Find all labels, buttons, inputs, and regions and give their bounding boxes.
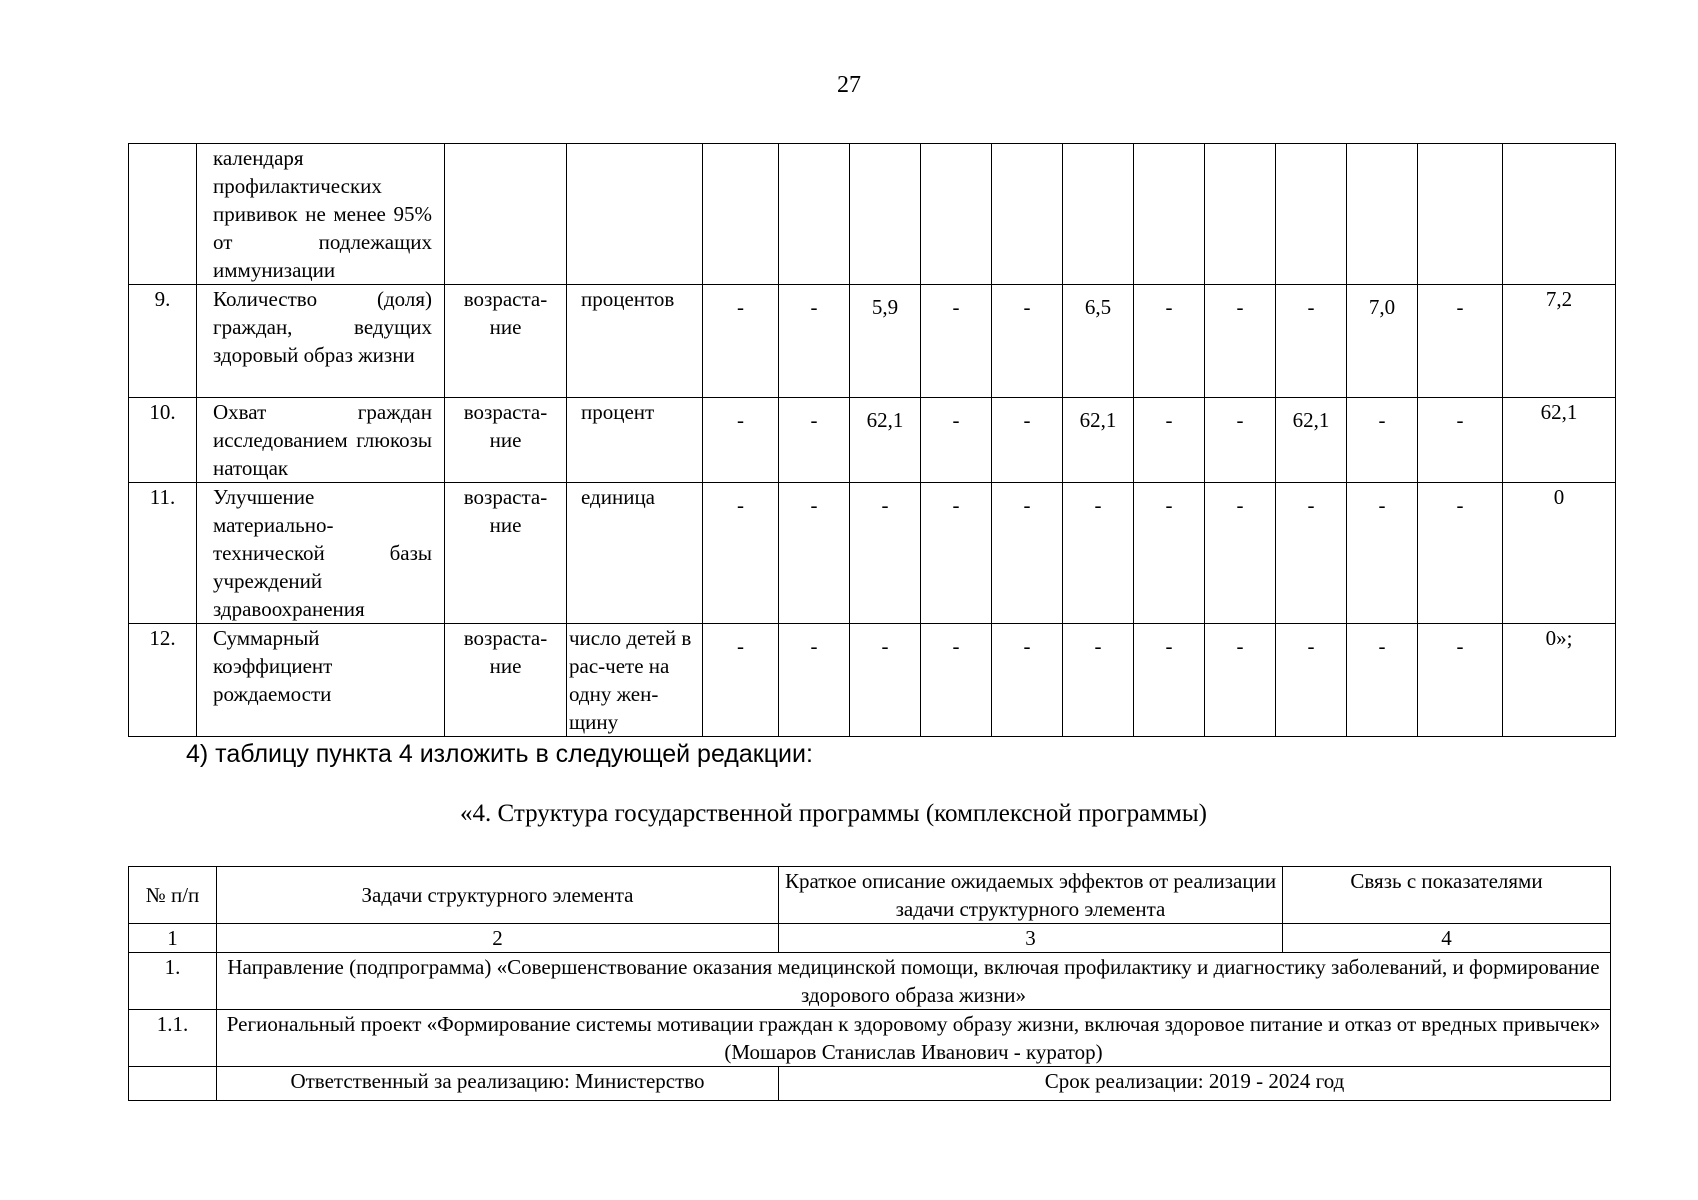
indicator-unit: процент [567, 398, 703, 483]
indicator-value [992, 144, 1063, 285]
indicator-value: - [703, 483, 779, 624]
indicator-value: - [992, 624, 1063, 737]
indicator-value: - [1205, 483, 1276, 624]
header-effects: Краткое описание ожидаемых эффектов от реализации задачи структурного элемента [779, 867, 1283, 924]
indicator-value: - [1418, 624, 1503, 737]
indicator-row [129, 285, 1616, 398]
header-tasks: Задачи структурного элемента [217, 867, 779, 924]
section-heading: «4. Структура государственной программы (комплексной программы) [460, 800, 1207, 827]
indicator-value: - [1276, 285, 1347, 398]
indicator-value: - [1418, 285, 1503, 398]
indicator-value [779, 144, 850, 285]
indicator-number: 12. [129, 624, 197, 737]
indicator-value: - [921, 483, 992, 624]
indicator-value: - [1205, 398, 1276, 483]
direction-text: Направление (подпрограмма) «Совершенствование оказания медицинской помощи, включая профилактику и диагностику заболеваний, и формирование здорового образа жизни» [217, 953, 1611, 1010]
indicator-value: 0»; [1503, 624, 1616, 737]
indicator-value: - [921, 398, 992, 483]
indicator-row [129, 398, 1616, 483]
indicator-value [1503, 144, 1616, 285]
indicator-value: - [1134, 483, 1205, 624]
indicator-value: - [1276, 483, 1347, 624]
indicator-value: - [992, 398, 1063, 483]
indicator-value: - [1063, 483, 1134, 624]
indicator-value: - [779, 483, 850, 624]
indicator-unit: процентов [567, 285, 703, 398]
indicator-value: - [1418, 483, 1503, 624]
indicator-value: - [1134, 624, 1205, 737]
indicator-value: 5,9 [850, 285, 921, 398]
indicator-name: календаря профилактических прививок не менее 95% от подлежащих иммунизации [197, 144, 445, 285]
indicator-unit: число детей в рас-чете на одну жен-щину [567, 624, 703, 737]
indicator-value: - [703, 398, 779, 483]
indicator-value [1418, 144, 1503, 285]
indicator-value: - [921, 285, 992, 398]
indicator-value: 7,0 [1347, 285, 1418, 398]
indicator-direction: возраста-ние [445, 483, 567, 624]
column-number: 2 [217, 924, 779, 953]
indicator-direction [445, 144, 567, 285]
indicator-value: - [992, 285, 1063, 398]
indicator-value: - [703, 285, 779, 398]
indicator-number [129, 144, 197, 285]
indicator-value [1276, 144, 1347, 285]
indicator-value [1205, 144, 1276, 285]
indicator-value: - [1347, 483, 1418, 624]
structure-table [128, 866, 1611, 1101]
indicator-value: - [1276, 624, 1347, 737]
column-number-row [129, 924, 1611, 953]
indicator-value [1134, 144, 1205, 285]
indicator-value: - [703, 624, 779, 737]
indicator-value: - [1134, 398, 1205, 483]
indicator-value: - [1347, 624, 1418, 737]
indicator-name: Охват граждан исследованием глюкозы натощак [197, 398, 445, 483]
indicator-row [129, 144, 1616, 285]
project-text: Региональный проект «Формирование системы мотивации граждан к здоровому образу жизни, включая здоровое питание и отказ от вредных привычек» (Мошаров Станислав Иванович - куратор) [217, 1010, 1611, 1067]
responsible-text: Ответственный за реализацию: Министерство [217, 1067, 779, 1101]
indicator-value: - [779, 398, 850, 483]
indicators-table [128, 143, 1616, 737]
indicator-value: 0 [1503, 483, 1616, 624]
indicator-unit: единица [567, 483, 703, 624]
indicator-value: - [850, 624, 921, 737]
column-number: 4 [1283, 924, 1611, 953]
indicator-value: - [921, 624, 992, 737]
indicator-value: - [1063, 624, 1134, 737]
indicator-name: Количество (доля) граждан, ведущих здоровый образ жизни [197, 285, 445, 398]
indicator-number: 10. [129, 398, 197, 483]
header-link: Связь с показателями [1283, 867, 1611, 924]
indicator-value [1347, 144, 1418, 285]
indicator-unit [567, 144, 703, 285]
page-number: 27 [837, 72, 861, 98]
header-num: № п/п [129, 867, 217, 924]
column-number: 1 [129, 924, 217, 953]
indicator-value: 7,2 [1503, 285, 1616, 398]
indicator-value: 6,5 [1063, 285, 1134, 398]
indicator-value [921, 144, 992, 285]
direction-row [129, 953, 1611, 1010]
indicator-value: - [779, 624, 850, 737]
indicator-number: 9. [129, 285, 197, 398]
indicator-value: - [1205, 285, 1276, 398]
indicator-value: 62,1 [1063, 398, 1134, 483]
indicator-value: - [1134, 285, 1205, 398]
indicator-row [129, 624, 1616, 737]
indicator-value: - [779, 285, 850, 398]
row-number: 1.1. [129, 1010, 217, 1067]
indicator-value [850, 144, 921, 285]
indicator-direction: возраста-ние [445, 398, 567, 483]
indicator-value: 62,1 [1276, 398, 1347, 483]
project-row [129, 1010, 1611, 1067]
structure-header-row [129, 867, 1611, 924]
instruction-text: 4) таблицу пункта 4 изложить в следующей редакции: [186, 740, 813, 768]
column-number: 3 [779, 924, 1283, 953]
indicator-value: - [850, 483, 921, 624]
indicator-value: - [1205, 624, 1276, 737]
row-number: 1. [129, 953, 217, 1010]
indicator-number: 11. [129, 483, 197, 624]
indicator-direction: возраста-ние [445, 624, 567, 737]
term-text: Срок реализации: 2019 - 2024 год [779, 1067, 1611, 1101]
indicator-value: - [1418, 398, 1503, 483]
indicator-name: Улучшение материально-технической базы учреждений здравоохранения [197, 483, 445, 624]
indicator-value: - [1347, 398, 1418, 483]
responsible-row [129, 1067, 1611, 1101]
indicator-value: 62,1 [850, 398, 921, 483]
indicator-value [703, 144, 779, 285]
empty-cell [129, 1067, 217, 1101]
indicator-value [1063, 144, 1134, 285]
indicator-name: Суммарный коэффициент рождаемости [197, 624, 445, 737]
indicator-row [129, 483, 1616, 624]
indicator-direction: возраста-ние [445, 285, 567, 398]
indicator-value: - [992, 483, 1063, 624]
indicator-value: 62,1 [1503, 398, 1616, 483]
